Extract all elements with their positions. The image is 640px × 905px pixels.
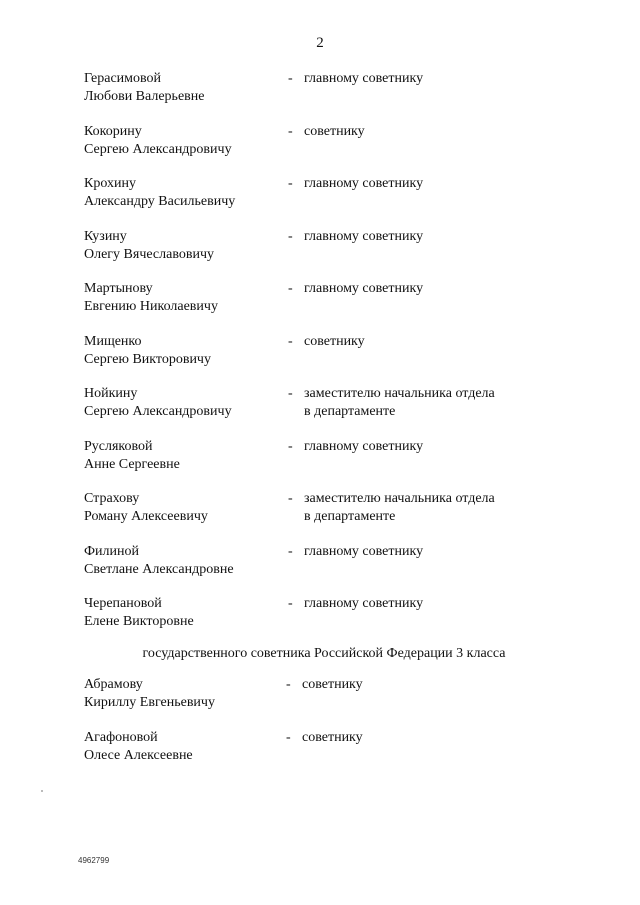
position-title — [302, 729, 542, 747]
person-name — [84, 228, 284, 264]
list-item — [84, 438, 554, 491]
position-title — [302, 676, 542, 694]
position-line: главному советнику — [304, 176, 424, 191]
dash: - — [288, 228, 293, 244]
surname: Мищенко — [84, 333, 142, 349]
list-item — [84, 280, 554, 333]
person-name — [84, 595, 284, 631]
given-names: Елене Викторовне — [84, 614, 194, 629]
position-title — [304, 438, 544, 456]
position-title — [304, 543, 544, 561]
dash: - — [288, 438, 293, 454]
surname: Страхову — [84, 491, 140, 506]
person-name — [84, 438, 284, 474]
surname: Абрамову — [84, 677, 143, 692]
surname: Кокорину — [84, 123, 142, 139]
position-line: главному советнику — [304, 71, 424, 86]
page-number: 2 — [316, 35, 324, 51]
position-line: в департаменте — [304, 404, 396, 419]
person-name — [84, 729, 284, 765]
position-title — [304, 228, 544, 246]
position-title — [304, 123, 544, 141]
given-names: Любови Валерьевне — [84, 89, 205, 104]
given-names: Анне Сергеевне — [84, 456, 180, 472]
dash: - — [286, 677, 291, 692]
position-title — [304, 175, 544, 193]
position-line: заместителю начальника отдела — [304, 491, 495, 506]
dash: - — [288, 491, 293, 506]
person-name — [84, 280, 284, 316]
dash: - — [288, 543, 293, 559]
dash: - — [288, 176, 293, 191]
position-line: советнику — [304, 333, 365, 349]
position-line: главному советнику — [304, 438, 424, 454]
dash: - — [288, 596, 293, 611]
list-item — [84, 333, 554, 386]
given-names: Светлане Александровне — [84, 561, 234, 577]
appointment-list-rank-3 — [84, 676, 554, 781]
list-item — [84, 175, 554, 228]
person-name — [84, 543, 284, 579]
list-item — [84, 490, 554, 543]
surname: Крохину — [84, 176, 136, 191]
person-name — [84, 70, 284, 106]
position-line: главному советнику — [304, 543, 424, 559]
given-names: Роману Алексеевичу — [84, 509, 208, 524]
person-name — [84, 676, 284, 712]
list-item — [84, 543, 554, 596]
document-code: 4962799 — [78, 856, 110, 865]
dash: - — [288, 71, 293, 86]
surname: Нойкину — [84, 386, 138, 401]
given-names: Олегу Вячеславовичу — [84, 246, 215, 262]
position-title — [304, 385, 544, 421]
position-line: в департаменте — [304, 509, 396, 524]
position-line: главному советнику — [304, 596, 424, 611]
dash: - — [288, 386, 293, 401]
list-item — [84, 385, 554, 438]
position-line: заместителю начальника отдела — [304, 386, 495, 401]
given-names: Александру Васильевичу — [84, 194, 236, 209]
list-item — [84, 595, 554, 648]
surname: Филиной — [84, 543, 140, 559]
surname: Мартынову — [84, 281, 153, 296]
position-title — [304, 280, 544, 298]
given-names: Сергею Александровичу — [84, 404, 232, 419]
position-title — [304, 490, 544, 526]
list-item — [84, 676, 554, 729]
surname: Черепановой — [84, 596, 162, 611]
dash: - — [286, 729, 291, 745]
position-line: главному советнику — [304, 228, 424, 244]
person-name — [84, 333, 284, 369]
surname: Русляковой — [84, 438, 153, 454]
given-names: Евгению Николаевичу — [84, 299, 218, 314]
position-line: советнику — [302, 729, 363, 745]
given-names: Кириллу Евгеньевичу — [84, 695, 215, 710]
section-heading: государственного советника Российской Федерации 3 класса — [142, 646, 506, 661]
person-name — [84, 385, 284, 421]
position-title — [304, 333, 544, 351]
given-names: Сергею Викторовичу — [84, 351, 211, 367]
appointment-list — [84, 70, 554, 648]
list-item — [84, 123, 554, 176]
position-line: советнику — [304, 123, 365, 139]
list-item — [84, 729, 554, 782]
position-title — [304, 70, 544, 88]
person-name — [84, 490, 284, 526]
surname: Агафоновой — [84, 729, 158, 745]
given-names: Сергею Александровичу — [84, 141, 232, 157]
scan-speck — [41, 790, 43, 792]
position-title — [304, 595, 544, 613]
given-names: Олесе Алексеевне — [84, 747, 193, 763]
dash: - — [288, 123, 293, 139]
surname: Кузину — [84, 228, 127, 244]
list-item — [84, 228, 554, 281]
dash: - — [288, 333, 293, 349]
surname: Герасимовой — [84, 71, 162, 86]
position-line: советнику — [302, 677, 363, 692]
position-line: главному советнику — [304, 281, 424, 296]
dash: - — [288, 281, 293, 296]
person-name — [84, 175, 284, 211]
person-name — [84, 123, 284, 159]
list-item — [84, 70, 554, 123]
